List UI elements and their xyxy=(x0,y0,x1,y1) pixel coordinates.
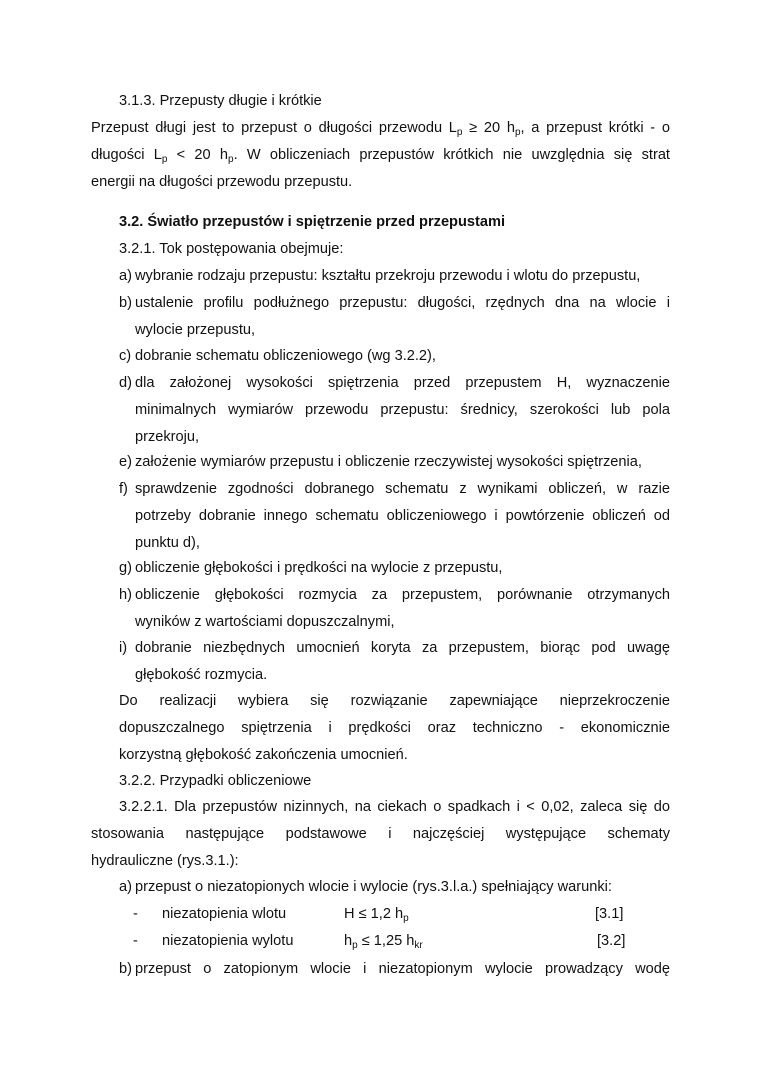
condition-name: niezatopienia wlotu xyxy=(162,906,287,922)
condition-formula: $h_p \le 1,25$ $h_{kr}$ xyxy=(344,933,423,951)
list-item: wybranie rodzaju przepustu: kształtu przekroju przewodu i wlotu do przepustu, xyxy=(135,268,641,284)
list-label: b) xyxy=(119,961,132,977)
list-item: dla założonej wysokości spiętrzenia przed przepustem H, wyznaczenie xyxy=(135,375,670,391)
list-item-continuation: minimalnych wymiarów przewodu przepustu: średnicy, szerokości lub pola xyxy=(135,402,670,418)
paragraph-line: stosowania następujące podstawowe i najczęściej występujące schematy xyxy=(91,826,670,842)
paragraph-line: długości $L_p < 20$ $h_p$. W obliczeniach przepustów krótkich nie uwzględnia się strat xyxy=(91,147,670,165)
list-label: f) xyxy=(119,481,128,497)
list-label: a) xyxy=(119,879,132,895)
paragraph-line: Do realizacji wybiera się rozwiązanie zapewniające nieprzekroczenie xyxy=(119,693,670,709)
section-heading-3-2: 3.2. Światło przepustów i spiętrzenie przed przepustami xyxy=(119,214,506,230)
list-item: dobranie schematu obliczeniowego (wg 3.2.2), xyxy=(135,348,436,364)
equation-number: [3.1] xyxy=(595,906,624,922)
list-item-continuation: punktu d), xyxy=(135,535,200,551)
paragraph-line: hydrauliczne (rys.3.1.): xyxy=(91,853,239,869)
list-item: obliczenie głębokości rozmycia za przepustem, porównanie otrzymanych xyxy=(135,587,670,603)
list-label: b) xyxy=(119,295,132,311)
list-item: ustalenie profilu podłużnego przepustu: długości, rzędnych dna na wlocie i xyxy=(135,295,670,311)
list-item-continuation: głębokość rozmycia. xyxy=(135,667,268,683)
equation-number: [3.2] xyxy=(597,933,626,949)
list-item: przepust o niezatopionych wlocie i wylocie (rys.3.l.a.) spełniający warunki: xyxy=(135,879,612,895)
list-label: d) xyxy=(119,375,132,391)
list-label: g) xyxy=(119,560,132,576)
condition-formula: H ≤ 1,2 $h_p$ xyxy=(344,906,409,924)
list-item: założenie wymiarów przepustu i obliczenie rzeczywistej wysokości spiętrzenia, xyxy=(135,454,642,470)
list-item-continuation: potrzeby dobranie innego schematu obliczeniowego i powtórzenie obliczeń od xyxy=(135,508,670,524)
list-label: e) xyxy=(119,454,132,470)
condition-name: niezatopienia wylotu xyxy=(162,933,294,949)
list-item: obliczenie głębokości i prędkości na wylocie z przepustu, xyxy=(135,560,503,576)
paragraph-line: 3.2.2.1. Dla przepustów nizinnych, na ciekach o spadkach i < 0,02, zaleca się do xyxy=(119,799,670,815)
section-heading-3-1-3: 3.1.3. Przepusty długie i krótkie xyxy=(119,93,322,109)
list-label: i) xyxy=(119,640,128,656)
list-label: a) xyxy=(119,268,132,284)
list-item: sprawdzenie zgodności dobranego schematu z wynikami obliczeń, w razie xyxy=(135,481,670,497)
subsection-heading-3-2-1: 3.2.1. Tok postępowania obejmuje: xyxy=(119,241,344,257)
list-item-continuation: przekroju, xyxy=(135,429,200,445)
list-label: c) xyxy=(119,348,132,364)
subsection-heading-3-2-2: 3.2.2. Przypadki obliczeniowe xyxy=(119,773,312,789)
list-item: dobranie niezbędnych umocnień koryta za przepustem, biorąc pod uwagę xyxy=(135,640,670,656)
paragraph-line: korzystną głębokość zakończenia umocnień. xyxy=(119,747,408,763)
paragraph-line: dopuszczalnego spiętrzenia i prędkości oraz techniczno - ekonomicznie xyxy=(119,720,670,736)
paragraph-line: Przepust długi jest to przepust o długości przewodu $L_p \ge 20$ $h_p$, a przepust krótki - o xyxy=(91,120,670,138)
paragraph-line: energii na długości przewodu przepustu. xyxy=(91,174,353,190)
list-item: przepust o zatopionym wlocie i niezatopionym wylocie prowadzący wodę xyxy=(135,961,670,977)
list-item-continuation: wylocie przepustu, xyxy=(135,322,256,338)
condition-dash: - xyxy=(133,906,138,922)
list-label: h) xyxy=(119,587,132,603)
condition-dash: - xyxy=(133,933,138,949)
list-item-continuation: wyników z wartościami dopuszczalnymi, xyxy=(135,614,395,630)
